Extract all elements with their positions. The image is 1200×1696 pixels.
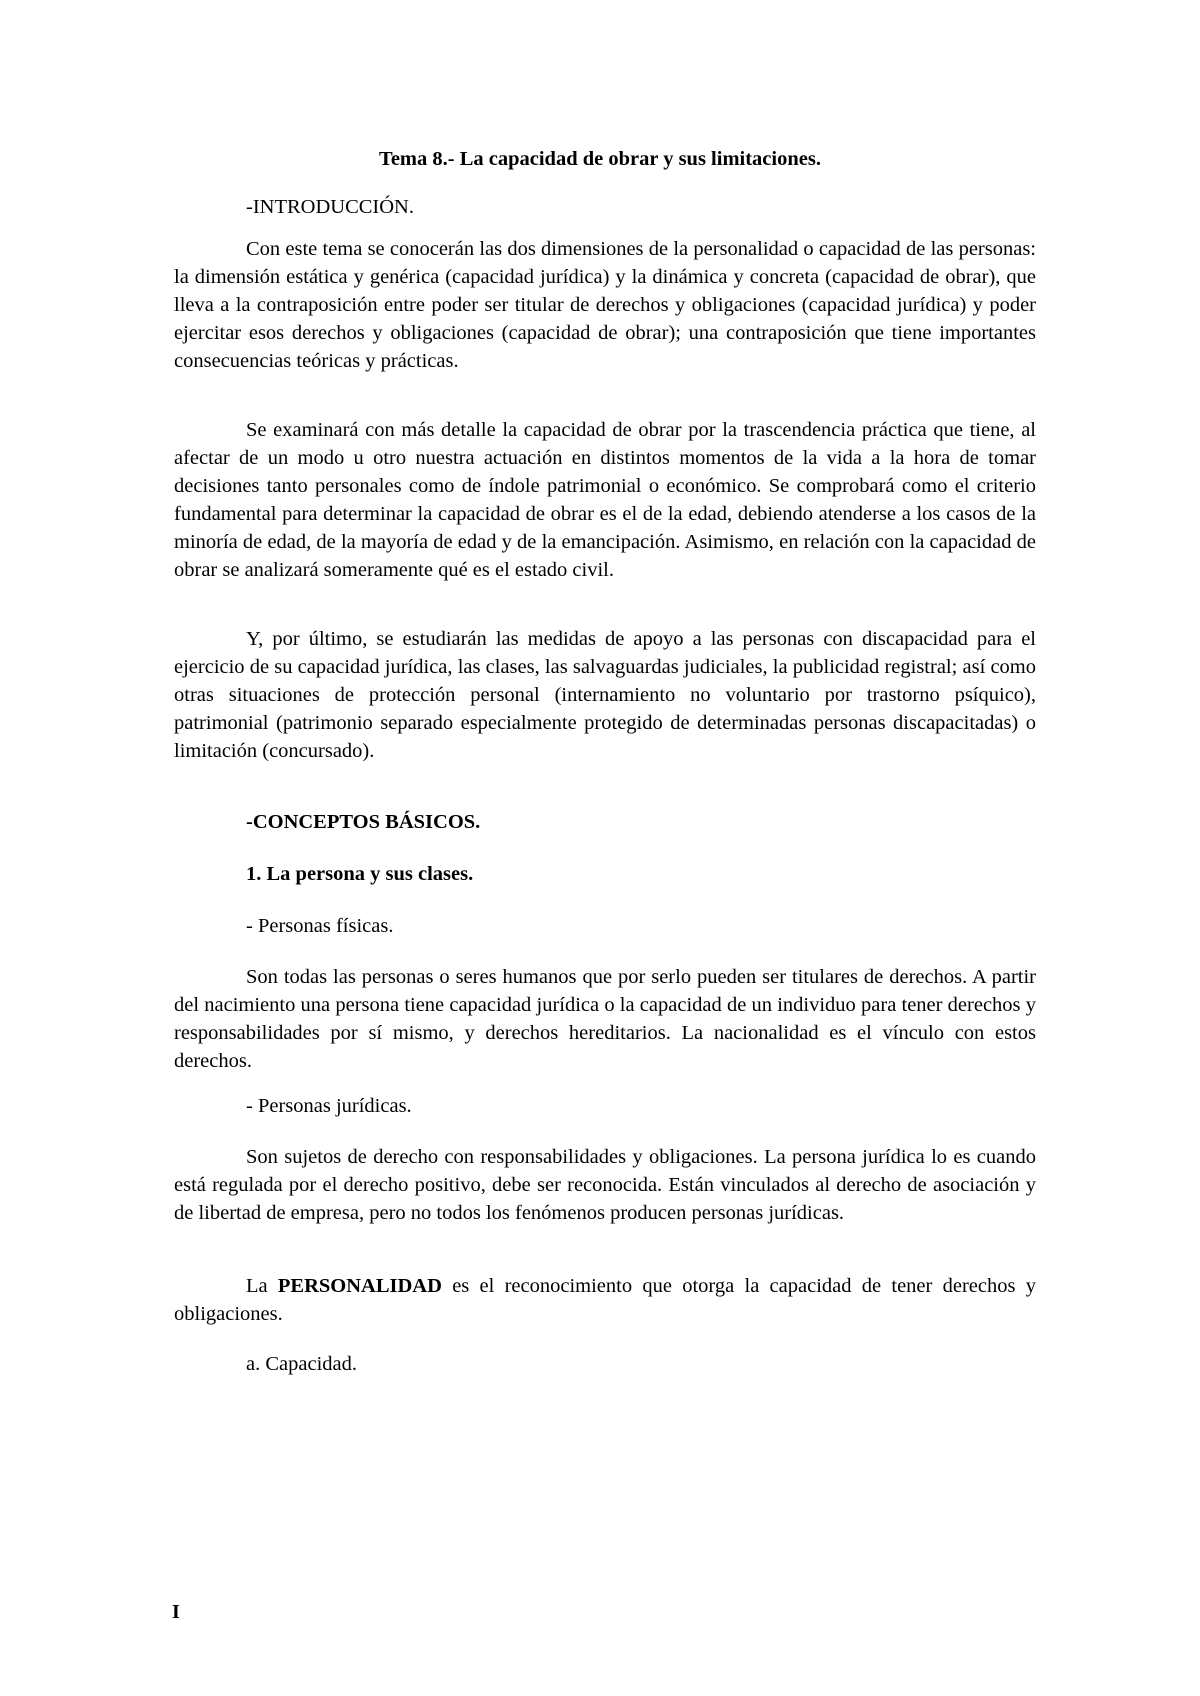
concepts-heading: -CONCEPTOS BÁSICOS. (246, 811, 481, 833)
capacidad-label: a. Capacidad. (246, 1353, 357, 1375)
personalidad-suffix: es el reconocimiento que otorga la capacidad de tener derechos y obligaciones. (174, 1275, 1036, 1325)
document-title: Tema 8.- La capacidad de obrar y sus limitaciones. (379, 148, 821, 170)
personalidad-term: PERSONALIDAD (277, 1275, 442, 1297)
fisicas-label-block (174, 912, 1036, 940)
personalidad-paragraph-block (174, 1272, 1036, 1328)
intro-paragraph-3: Y, por último, se estudiarán las medidas de apoyo a las personas con discapacidad para el ejercicio de su capacidad jurídica, las clases, las salvaguardas judiciales, la publicidad registral; así como otras situaciones de protección personal (internamiento no voluntario por trastorno psíquico), patrimonial (patrimonio separado especialmente protegido de determinadas personas discapacitadas) o limitación (concursado). (174, 628, 1036, 762)
intro-paragraph-2: Se examinará con más detalle la capacidad de obrar por la trascendencia práctica que tiene, al afectar de un modo u otro nuestra actuación en distintos momentos de la vida a la hora de tomar decisiones tanto personales como de índole patrimonial o económico. Se comprobará como el criterio fundamental para determinar la capacidad de obrar es el de la edad, debiendo atenderse a los casos de la minoría de edad, de la mayoría de edad y de la emancipación. Asimismo, en relación con la capacidad de obrar se analizará someramente qué es el estado civil. (174, 419, 1036, 581)
personas-juridicas-label: - Personas jurídicas. (246, 1095, 412, 1117)
intro-heading: -INTRODUCCIÓN. (246, 196, 414, 218)
concepts-heading-block (174, 808, 1036, 836)
fisicas-paragraph-block (174, 963, 1036, 1075)
personas-fisicas-label: - Personas físicas. (246, 915, 394, 937)
personalidad-paragraph (174, 1272, 1036, 1328)
personas-juridicas-paragraph: Son sujetos de derecho con responsabilidades y obligaciones. La persona jurídica lo es cuando está regulada por el derecho positivo, debe ser reconocida. Están vinculados al derecho de asociación y de libertad de empresa, pero no todos los fenómenos producen personas jurídicas. (174, 1146, 1036, 1224)
intro-paragraph-3-block (174, 625, 1036, 765)
intro-paragraph-1: Con este tema se conocerán las dos dimensiones de la personalidad o capacidad de las personas: la dimensión estática y genérica (capacidad jurídica) y la dinámica y concreta (capacidad de obrar), que lleva a la contraposición entre poder ser titular de derechos y obligaciones (capacidad jurídica) y poder ejercitar esos derechos y obligaciones (capacidad de obrar); una contraposición que tiene importantes consecuencias teóricas y prácticas. (174, 238, 1036, 372)
personalidad-prefix: La (246, 1275, 278, 1297)
page-number: I (172, 1601, 180, 1623)
section1-heading: 1. La persona y sus clases. (246, 863, 474, 885)
section1-heading-block (174, 860, 1036, 888)
capacidad-label-block (174, 1350, 1036, 1378)
intro-paragraph-1-block (174, 235, 1036, 375)
juridicas-paragraph-block (174, 1143, 1036, 1227)
intro-paragraph-2-block (174, 416, 1036, 584)
juridicas-label-block (174, 1092, 1036, 1120)
intro-heading-block (174, 193, 1036, 221)
personas-fisicas-paragraph: Son todas las personas o seres humanos que por serlo pueden ser titulares de derechos. A partir del nacimiento una persona tiene capacidad jurídica o la capacidad de un individuo para tener derechos y responsabilidades por sí mismo, y derechos hereditarios. La nacionalidad es el vínculo con estos derechos. (174, 966, 1036, 1072)
